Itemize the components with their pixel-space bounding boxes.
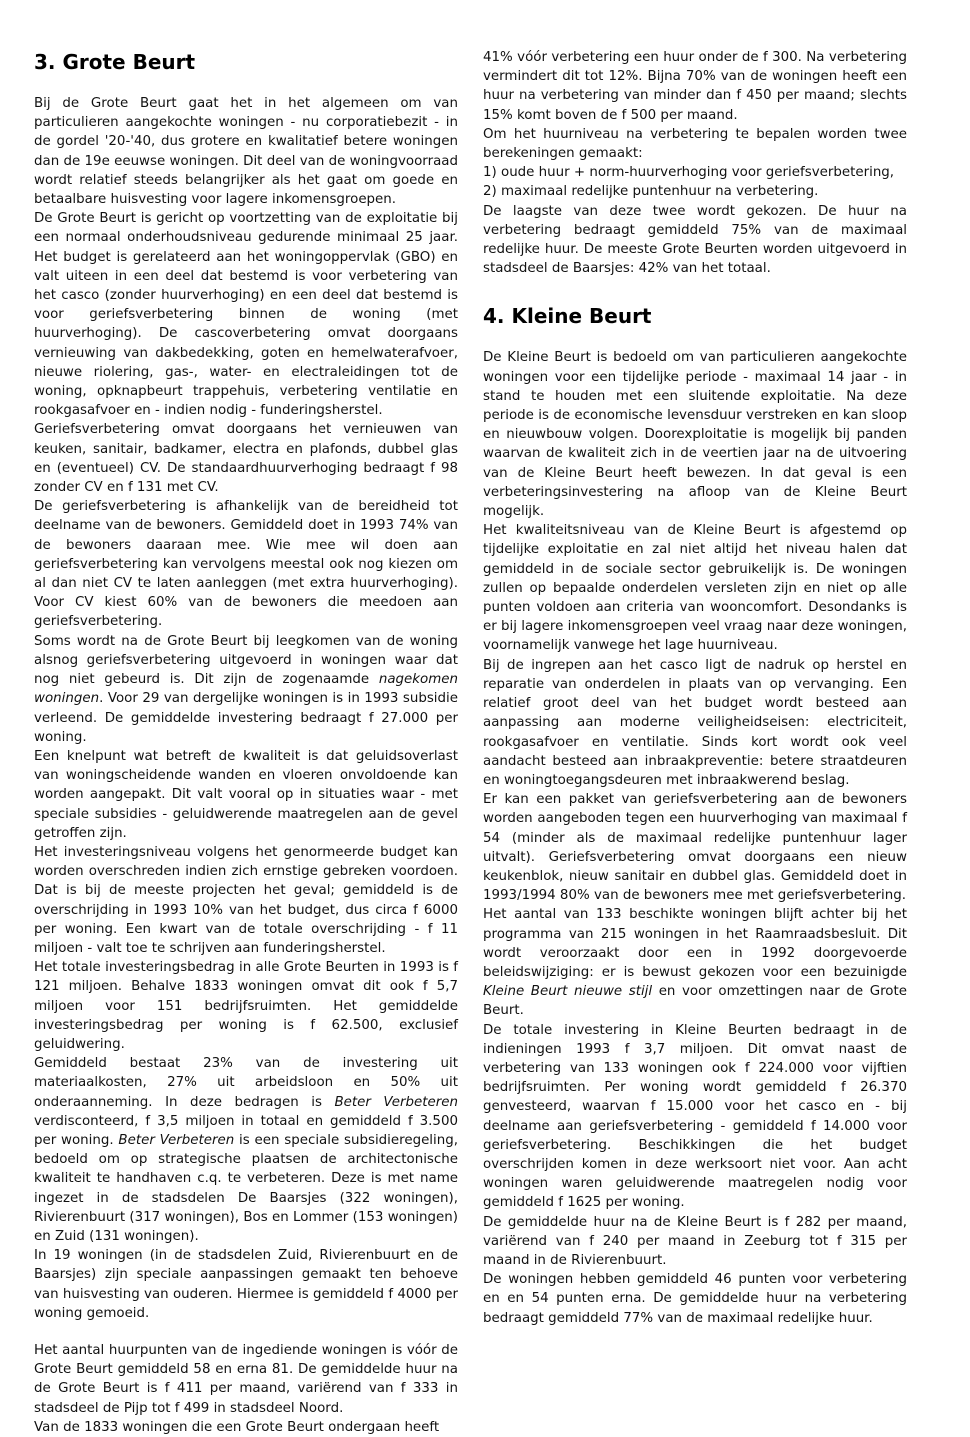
section-heading-grote-beurt: 3. Grote Beurt: [34, 50, 196, 74]
text: . Voor 29 van dergelijke woningen is in 1993 subsidie verleend. De gemiddelde investering bedraagt f 27.000 per woning.: [34, 691, 458, 745]
paragraph: De geriefsverbetering is afhankelijk van de bereidheid tot deelname van de bewoners. Gemiddeld doet in 1993 74% van de bewoners daaraan mee. Wie mee wil doen aan geriefsverbetering kan vervolgens meestal ook nog kiezen om al dan niet CV te laten aanleggen (met extra huurverhoging). Voor CV kiest 60% van de bewoners die meedoen aan geriefsverbetering.: [34, 499, 458, 630]
emphasis: Beter Verbeteren: [118, 1132, 235, 1148]
paragraph: Geriefsverbetering omvat doorgaans het vernieuwen van keuken, sanitair, badkamer, electra en plafonds, dubbel glas en (eventueel) CV. De standaardhuurverhoging bedraagt f 98 zonder CV en f 131 met CV.: [34, 422, 458, 496]
text: is een speciale subsidieregeling, bedoeld om op strategische plaatsen de architectonische kwaliteit te handhaven c.q. te verbeteren. Deze is met name ingezet in de stadsdelen De Baarsjes (322 woningen), Rivierenbuurt (317 woningen), Bos en Lommer (153 woningen) en Zuid (131 woningen).: [34, 1132, 458, 1244]
text: Soms wordt na de Grote Beurt bij leegkomen van de woning alsnog geriefsverbetering uitgevoerd in woningen waar dat nog niet gebeurd is. Dit zijn de zogenaamde: [34, 633, 458, 688]
paragraph: In 19 woningen (in de stadsdelen Zuid, Rivierenbuurt en de Baarsjes) zijn speciale aanpassingen gemaakt ten behoeve van huisvesting van ouderen. Hiermee is gemiddeld f 4000 per woning gemoeid.: [34, 1248, 458, 1321]
paragraph: 41% vóór verbetering een huur onder de f 300. Na verbetering vermindert dit tot 12%. Bijna 70% van de woningen heeft een huur na verbetering van minder dan f 450 per maand; slechts 15% komt boven de f 500 per maand.: [483, 50, 907, 123]
paragraph: De laagste van deze twee wordt gekozen. De huur na verbetering bedraagt gemiddeld 75% van de maximaal redelijke huur. De meeste Grote Beurten worden uitgevoerd in stadsdeel de Baarsjes: 42% van het totaal.: [483, 203, 907, 277]
paragraph: Er kan een pakket van geriefsverbetering aan de bewoners worden aangeboden tegen een huurverhoging van maximaal f 54 (minder als de maximaal redelijke puntenhuur lager uitvalt). Geriefsverbetering omvat doorgaans een nieuw keukenblok, nieuw sanitair en dubbel glas. Gemiddeld doet in 1993/1994 80% van de bewoners mee met geriefsverbetering.: [483, 792, 907, 904]
paragraph: De gemiddelde huur na de Kleine Beurt is f 282 per maand, variërend van f 240 per maand in Zeeburg tot f 315 per maand in de Rivierenbuurt.: [483, 1214, 907, 1268]
paragraph: De totale investering in Kleine Beurten bedraagt in de indieningen 1993 f 3,7 miljoen. Dit omvat naast de verbetering van 133 woningen ook f 224.000 voor vijftien bedrijfsruimten. Per woning wordt gemiddeld f 26.370 genvesteerd, waarvan f 15.000 voor het casco en - bij deelname aan geriefsverbetering - gemiddeld f 14.000 voor geriefsverbetering. Beschikkingen die het budget overschrijden komen in deze werksoort niet voor. Aan acht woningen waren geluidwerende maatregelen nodig voor gemiddeld f 1625 per woning.: [483, 1022, 907, 1211]
paragraph: De woningen hebben gemiddeld 46 punten voor verbetering en en 54 punten erna. De gemiddelde huur na verbetering bedraagt gemiddeld 77% van de maximaal redelijke huur.: [483, 1272, 907, 1326]
paragraph: Het totale investeringsbedrag in alle Grote Beurten in 1993 is f 121 miljoen. Behalve 1833 woningen omvat dit ook f 5,7 miljoen voor 151 bedrijfsruimten. Het gemiddelde investeringsbedrag per woning is f 62.500, exclusief geluidwering.: [34, 960, 458, 1052]
paragraph: Een knelpunt wat betreft de kwaliteit is dat geluidsoverlast van woningscheidende wanden en vloeren onvoldoende kan worden aangepakt. Dit valt vooral op in situaties waar - met speciale subsidies - geluidwerende maatregelen aan de gevel getroffen zijn.: [34, 748, 458, 841]
text: Het aantal van 133 beschikte woningen blijft achter bij het programma van 215 woningen in het Raamraadsbesluit. Dit wordt veroorzaakt door een in 1992 doorgevoerde beleidswijziging: er is bewust gekozen voor een bezuinigde: [483, 907, 907, 980]
paragraph: Het aantal huurpunten van de ingediende woningen is vóór de Grote Beurt gemiddeld 58 en erna 81. De gemiddelde huur na de Grote Beurt is f 411 per maand, variërend van f 333 in stadsdeel de Pijp tot f 499 in stadsdeel Noord.: [34, 1343, 458, 1416]
paragraph: Om het huurniveau na verbetering te bepalen worden twee berekeningen gemaakt:: [483, 126, 907, 162]
emphasis: nagekomen woningen: [34, 672, 458, 707]
paragraph: [34, 632, 458, 747]
list-item: 1) oude huur + norm-huurverhoging voor geriefsverbetering,: [483, 165, 895, 181]
emphasis: Beter Verbeteren: [334, 1094, 458, 1110]
paragraph: Het kwaliteitsniveau van de Kleine Beurt is afgestemd op tijdelijke exploitatie en zal niet altijd het niveau halen dat gemiddeld in de sociale sector gebruikelijk is. De woningen zullen op bepaalde onderdelen versleten zijn en niet op alle punten voldoen aan criteria van wooncomfort. Desondanks is er bij lagere inkomensgroepen veel vraag naar deze woningen, voornamelijk vanwege het lage huurniveau.: [483, 523, 907, 654]
paragraph: [34, 1054, 458, 1246]
text: verdisconteerd, f 3,5 miljoen in totaal en gemiddeld f 3.500 per woning.: [34, 1113, 458, 1148]
paragraph: Van de 1833 woningen die een Grote Beurt ondergaan heeft: [34, 1419, 440, 1435]
right-column: [483, 48, 907, 1328]
paragraph: De Grote Beurt is gericht op voortzetting van de exploitatie bij een normaal onderhoudsniveau gedurende minimaal 25 jaar. Het budget is gerelateerd aan het woningoppervlak (GBO) en valt uiteen in een deel dat bestemd is voor verbetering van het casco (zonder huurverhoging) en een deel dat bestemd is voor geriefsverbetering binnen de woning (met huurverhoging). De cascoverbetering omvat doorgaans vernieuwing van dakbedekking, goten en hemelwaterafvoer, nieuwe riolering, gas-, water- en electraleidingen tot de woning, opknapbeurt trappehuis, verbetering ventilatie en rookgasafvoer en - indien nodig - funderingsherstel.: [34, 211, 458, 419]
emphasis: Kleine Beurt nieuwe stijl: [483, 984, 653, 1000]
text: Gemiddeld bestaat 23% van de investering uit materiaalkosten, 27% uit arbeidsloon en 50% uit onderaanneming. In deze bedragen is: [34, 1056, 458, 1110]
section-heading-kleine-beurt: 4. Kleine Beurt: [483, 304, 652, 329]
paragraph: [483, 905, 907, 1020]
list-item: 2) maximaal redelijke puntenhuur na verbetering.: [483, 184, 819, 200]
paragraph: Het investeringsniveau volgens het genormeerde budget kan worden overschreden indien zich ernstige gebreken voordoen. Dat is bij de meeste projecten het geval; gemiddeld is de overschrijding in 1993 10% van het budget, dus circa f 6000 per woning. Een kwart van de totale overschrijding - f 11 miljoen - valt toe te schrijven aan funderingsherstel.: [34, 844, 458, 956]
paragraph: Bij de Grote Beurt gaat het in het algemeen om van particulieren aangekochte woningen - nu corporatiebezit - in de gordel '20-'40, dus grotere en kwalitatief betere woningen dan de 19e eeuwse woningen. Dit deel van de woningvoorraad wordt relatief steeds belangrijker als het gaat om goede en betaalbare huisvesting voor lagere inkomensgroepen.: [34, 96, 458, 208]
text: en voor omzettingen naar de Grote Beurt.: [483, 984, 907, 1019]
left-column: [34, 48, 458, 1437]
paragraph: De Kleine Beurt is bedoeld om van particulieren aangekochte woningen voor een tijdelijke periode - maximaal 14 jaar - in stand te houden met een sluitende exploitatie. Na deze periode is de economische levensduur verstreken en kan sloop en nieuwbouw volgen. Doorexploitatie is mogelijk bij panden waarvan de kwaliteit zich in de veertien jaar na de uitvoering van de Kleine Beurt heeft bewezen. In dat geval is een verbeteringsinvestering na afloop van de Kleine Beurt mogelijk.: [483, 350, 907, 520]
paragraph: Bij de ingrepen aan het casco ligt de nadruk op herstel en reparatie van onderdelen in plaats van op vervanging. Een relatief groot deel van het budget wordt besteed aan aanpassing aan moderne veiligheidseisen: electriciteit, rookgasafvoer en ventilatie. Sinds kort wordt ook veel aandacht besteed aan inbraakpreventie: betere straatdeuren en woningtoegangsdeuren met inbraakwerend beslag.: [483, 657, 907, 788]
